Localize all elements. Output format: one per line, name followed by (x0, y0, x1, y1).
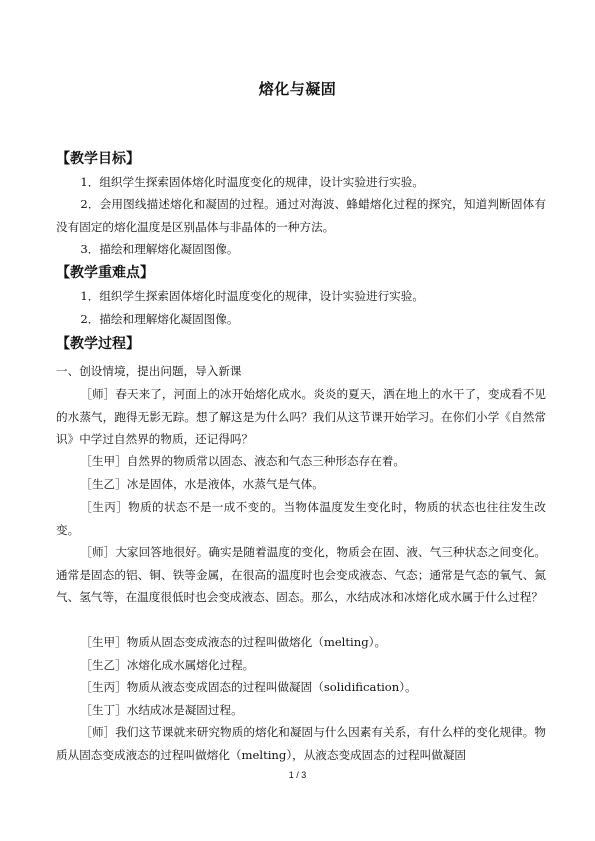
dialogue-paragraph: ［生乙］冰是固体，水是液体，水蒸气是气体。 (80, 477, 324, 491)
dialogue-paragraph: ［生丙］物质从液态变成固态的过程叫做凝固（solidification）。 (80, 680, 417, 694)
dialogue-paragraph: ［师］春天来了，河面上的冰开始熔化成水。炎炎的夏天，洒在地上的水干了，变成看不见的水蒸气，跑得无影无踪。想了解这是为什么吗？我们从这节课开始学习。在你们小学《自然常识》中学过自然界的物质，还记得吗？ (56, 387, 546, 446)
dialogue-paragraph: ［生甲］自然界的物质常以固态、液态和气态三种形态存在着。 (80, 454, 405, 468)
section-heading-process: 【教学过程】 (56, 336, 140, 352)
goal-item-2: 2．会用图线描述熔化和凝固的过程。通过对海波、蜂蜡熔化过程的探究，知道判断固体有没有固定的熔化温度是区别晶体与非晶体的一种方法。 (56, 197, 546, 234)
dialogue-paragraph: ［生甲］物质从固态变成液态的过程叫做熔化（melting）。 (80, 635, 387, 649)
section-heading-goals: 【教学目标】 (56, 151, 140, 167)
dialogue-paragraph: ［生丙］物质的状态不是一成不变的。当物体温度发生变化时，物质的状态也往往发生改变。 (56, 500, 546, 537)
goal-item-1: 1．组织学生探索固体熔化时温度变化的规律，设计实验进行实验。 (80, 175, 424, 189)
keypoint-item-2: 2．描绘和理解熔化凝固图像。 (80, 312, 239, 326)
dialogue-paragraph: ［生乙］冰熔化成水属熔化过程。 (80, 658, 255, 672)
page-title: 熔化与凝固 (258, 80, 337, 98)
dialogue-paragraph: ［生丁］水结成冰是凝固过程。 (80, 703, 243, 717)
dialogue-paragraph: ［师］我们这节课就来研究物质的熔化和凝固与什么因素有关系，有什么样的变化规律。物质从固态变成液态的过程叫做熔化（melting），从液态变成固态的过程叫做凝固 (56, 725, 546, 762)
keypoint-item-1: 1．组织学生探索固体熔化时温度变化的规律，设计实验进行实验。 (80, 289, 424, 303)
goal-item-3: 3．描绘和理解熔化凝固图像。 (80, 242, 239, 256)
process-step-1: 一、创设情境，提出问题，导入新课 (56, 364, 242, 378)
section-heading-keypoints: 【教学重难点】 (56, 265, 154, 281)
dialogue-paragraph: ［师］大家回答地很好。确实是随着温度的变化，物质会在固、液、气三种状态之间变化。通常是固态的铝、铜、铁等金属，在很高的温度时也会变成液态、气态；通常是气态的氧气、氮气、氢气等，在温度很低时也会变成液态、固态。那么，水结成冰和冰熔化成水属于什么过程？ (56, 545, 546, 604)
page-number: 1 / 3 (288, 770, 307, 780)
